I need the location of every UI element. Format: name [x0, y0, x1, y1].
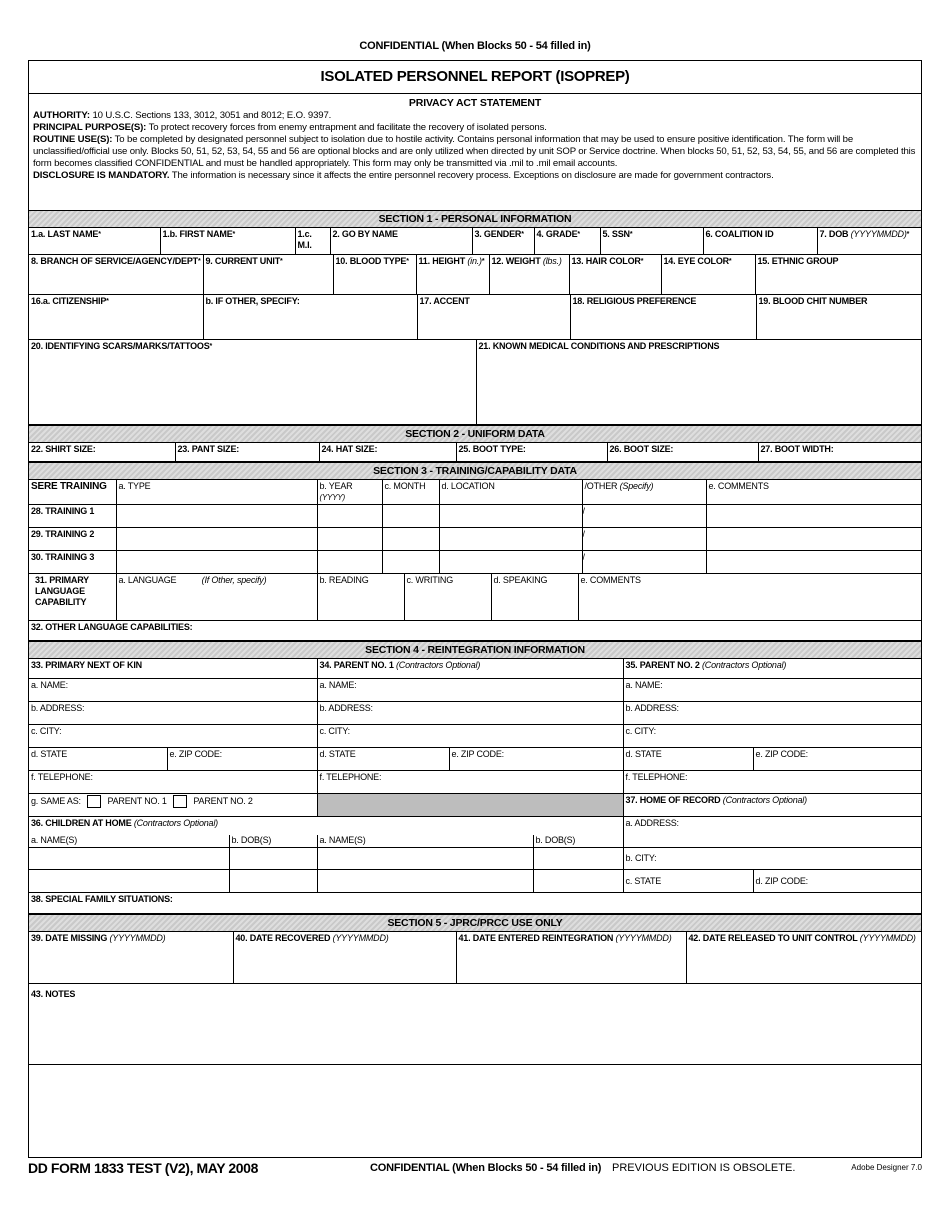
- routine-use: [33, 134, 917, 170]
- language-comments-field[interactable]: e. COMMENTS: [578, 574, 921, 621]
- child-dobs-header: b. DOB(S): [229, 835, 317, 848]
- parent-1-telephone-field[interactable]: f. TELEPHONE:: [317, 771, 623, 794]
- nok-city-field[interactable]: c. CITY:: [29, 725, 317, 748]
- weight-field[interactable]: 12. WEIGHT (lbs.): [489, 255, 569, 295]
- nok-telephone-field[interactable]: f. TELEPHONE:: [29, 771, 317, 794]
- training-2-other[interactable]: /: [582, 527, 706, 550]
- parent-1-zip-field[interactable]: e. ZIP CODE:: [449, 748, 623, 771]
- training-2-label: 29. TRAINING 2: [29, 527, 116, 550]
- same-as-label: g. SAME AS:: [31, 795, 81, 806]
- blood-type-field[interactable]: 10. BLOOD TYPE*: [333, 255, 416, 295]
- boot-size-field[interactable]: 26. BOOT SIZE:: [607, 443, 758, 461]
- section-1-row-1: [29, 228, 921, 255]
- scars-marks-tattoos-field[interactable]: 20. IDENTIFYING SCARS/MARKS/TATTOOS*: [29, 340, 476, 425]
- coalition-id-field[interactable]: 6. COALITION ID: [703, 228, 817, 254]
- reading-field[interactable]: b. READING: [317, 574, 404, 621]
- citizenship-other-field[interactable]: b. IF OTHER, SPECIFY:: [203, 295, 417, 339]
- notes-row: [29, 984, 921, 1065]
- writing-field[interactable]: c. WRITING: [404, 574, 491, 621]
- parent-1-name-field[interactable]: a. NAME:: [317, 679, 623, 702]
- current-unit-field[interactable]: 9. CURRENT UNIT*: [203, 255, 333, 295]
- branch-of-service-field[interactable]: 8. BRANCH OF SERVICE/AGENCY/DEPT*: [29, 255, 203, 295]
- section-3-heading: SECTION 3 - TRAINING/CAPABILITY DATA: [29, 462, 921, 480]
- sere-training-label: SERE TRAINING: [29, 480, 116, 505]
- routine-label: ROUTINE USE(S):: [33, 134, 113, 145]
- parent-2-city-field[interactable]: c. CITY:: [623, 725, 921, 748]
- form-footer: [28, 1160, 922, 1180]
- child-name-4[interactable]: [317, 870, 533, 893]
- children-at-home-label: 36. CHILDREN AT HOME (Contractors Optional): [29, 817, 623, 835]
- section-2-heading: SECTION 2 - UNIFORM DATA: [29, 425, 921, 443]
- hr-state-field[interactable]: c. STATE: [623, 870, 753, 893]
- disclosure-text: The information is necessary since it affects the entire personnel recovery process. Exceptions on disclosure are made for government contractors.: [171, 170, 774, 181]
- year-header: b. YEAR (YYYY): [317, 480, 382, 505]
- primary-next-of-kin-label: 33. PRIMARY NEXT OF KIN: [29, 659, 317, 679]
- boot-type-field[interactable]: 25. BOOT TYPE:: [456, 443, 607, 461]
- child-name-3[interactable]: [29, 870, 229, 893]
- medical-conditions-field[interactable]: 21. KNOWN MEDICAL CONDITIONS AND PRESCRIPTIONS: [476, 340, 921, 425]
- form-body: [28, 60, 922, 1158]
- home-of-record-label: 37. HOME OF RECORD (Contractors Optional): [623, 794, 921, 817]
- form-number: DD FORM 1833 TEST (V2), MAY 2008: [28, 1160, 258, 1176]
- ethnic-group-field[interactable]: 15. ETHNIC GROUP: [755, 255, 921, 295]
- nok-zip-field[interactable]: e. ZIP CODE:: [167, 748, 317, 771]
- table-row: [29, 504, 921, 527]
- last-name-field[interactable]: 1.a. LAST NAME*: [29, 228, 160, 254]
- training-3-other[interactable]: /: [582, 550, 706, 573]
- parent-1-label: 34. PARENT NO. 1 (Contractors Optional): [317, 659, 623, 679]
- other-header: /OTHER (Specify): [582, 480, 706, 505]
- language-field[interactable]: a. LANGUAGE (If Other, specify): [116, 574, 317, 621]
- parent-1-checkbox[interactable]: [87, 795, 101, 808]
- hr-city-field[interactable]: b. CITY:: [623, 848, 921, 870]
- date-recovered-field[interactable]: 40. DATE RECOVERED (YYYYMMDD): [233, 932, 456, 984]
- training-1-label: 28. TRAINING 1: [29, 504, 116, 527]
- next-of-kin-table: [29, 659, 921, 818]
- primary-language-label: 31. PRIMARY LANGUAGE CAPABILITY: [29, 574, 116, 621]
- type-header: a. TYPE: [116, 480, 317, 505]
- training-3-comments[interactable]: [706, 550, 921, 573]
- child-name-1[interactable]: [29, 848, 229, 870]
- training-2-year[interactable]: [317, 527, 382, 550]
- designer-credit: Adobe Designer 7.0: [851, 1163, 922, 1172]
- training-1-month[interactable]: [382, 504, 439, 527]
- child-name-2[interactable]: [317, 848, 533, 870]
- parent-2-telephone-field[interactable]: f. TELEPHONE:: [623, 771, 921, 794]
- parent-2-name-field[interactable]: a. NAME:: [623, 679, 921, 702]
- parent-2-checkbox[interactable]: [173, 795, 187, 808]
- height-field[interactable]: 11. HEIGHT (in.)*: [416, 255, 489, 295]
- other-language-field[interactable]: 32. OTHER LANGUAGE CAPABILITIES:: [29, 621, 921, 640]
- section-5-heading: SECTION 5 - JPRC/PRCC USE ONLY: [29, 914, 921, 932]
- parent-1-checkbox-label: PARENT NO. 1: [107, 795, 167, 806]
- special-family-row: [29, 893, 921, 914]
- section-1-heading: SECTION 1 - PERSONAL INFORMATION: [29, 211, 921, 228]
- authority-label: AUTHORITY:: [33, 110, 90, 121]
- training-1-comments[interactable]: [706, 504, 921, 527]
- training-1-year[interactable]: [317, 504, 382, 527]
- child-dob-4[interactable]: [533, 870, 623, 893]
- child-dobs-header-2: b. DOB(S): [533, 835, 623, 848]
- section-1-row-2: [29, 255, 921, 296]
- authority-text: 10 U.S.C. Sections 133, 3012, 3051 and 8012; E.O. 9397.: [92, 110, 332, 121]
- training-3-location[interactable]: [439, 550, 582, 573]
- date-released-field[interactable]: 42. DATE RELEASED TO UNIT CONTROL (YYYYMMDD): [686, 932, 921, 984]
- language-table: [29, 574, 921, 622]
- speaking-field[interactable]: d. SPEAKING: [491, 574, 578, 621]
- disclosure: [33, 170, 917, 182]
- training-3-year[interactable]: [317, 550, 382, 573]
- parent-2-checkbox-label: PARENT NO. 2: [193, 795, 253, 806]
- section-1-row-4: [29, 340, 921, 426]
- parent-1-state-field[interactable]: d. STATE: [317, 748, 449, 771]
- month-header: c. MONTH: [382, 480, 439, 505]
- training-3-type[interactable]: [116, 550, 317, 573]
- accent-field[interactable]: 17. ACCENT: [417, 295, 570, 339]
- special-family-situations-field[interactable]: 38. SPECIAL FAMILY SITUATIONS:: [29, 893, 921, 913]
- shirt-size-field[interactable]: 22. SHIRT SIZE:: [29, 443, 175, 461]
- dob-field[interactable]: 7. DOB (YYYYMMDD)*: [817, 228, 921, 254]
- table-row: [29, 550, 921, 573]
- hr-zip-field[interactable]: d. ZIP CODE:: [753, 870, 921, 893]
- comments-header: e. COMMENTS: [706, 480, 921, 505]
- boot-width-field[interactable]: 27. BOOT WIDTH:: [758, 443, 921, 461]
- training-1-type[interactable]: [116, 504, 317, 527]
- confidential-header: CONFIDENTIAL (When Blocks 50 - 54 filled in): [359, 40, 591, 52]
- section-5-dates: [29, 932, 921, 985]
- form-title: ISOLATED PERSONNEL REPORT (ISOPREP): [29, 61, 921, 94]
- privacy-heading: PRIVACY ACT STATEMENT: [408, 97, 542, 109]
- citizenship-field[interactable]: 16.a. CITIZENSHIP*: [29, 295, 203, 339]
- training-2-comments[interactable]: [706, 527, 921, 550]
- training-2-location[interactable]: [439, 527, 582, 550]
- grade-field[interactable]: 4. GRADE*: [534, 228, 600, 254]
- child-dob-1[interactable]: [229, 848, 317, 870]
- routine-text: To be completed by designated personnel subject to isolation due to hostile activity. Contains personal information that may be used to ensure positive identification. The form will be unclassified/official use only. Blocks 50, 51, 52, 53, 54, 55 and 56 are optional blocks and are only utilized when directed by unit SOP or Service doctrine. When blocks 50, 51, 52, 53, 54, 55, and 56 are completed this form becomes classified CONFIDENTIAL and must be handled appropriately. This form may only be transmitted via .mil to .mil email accounts.: [33, 134, 916, 169]
- section-2-row: [29, 443, 921, 462]
- parent-2-state-field[interactable]: d. STATE: [623, 748, 753, 771]
- authority: [33, 110, 917, 122]
- middle-initial-field[interactable]: 1.c. M.I.: [295, 228, 330, 254]
- principal-purpose: [33, 122, 917, 134]
- date-missing-field[interactable]: 39. DATE MISSING (YYYYMMDD): [29, 932, 233, 984]
- privacy-act-statement: [29, 94, 921, 211]
- training-1-location[interactable]: [439, 504, 582, 527]
- training-3-month[interactable]: [382, 550, 439, 573]
- parent-2-address-field[interactable]: b. ADDRESS:: [623, 702, 921, 725]
- pant-size-field[interactable]: 23. PANT SIZE:: [175, 443, 319, 461]
- training-2-type[interactable]: [116, 527, 317, 550]
- notes-field[interactable]: 43. NOTES: [29, 984, 921, 1064]
- first-name-field[interactable]: 1.b. FIRST NAME*: [160, 228, 295, 254]
- child-names-header-2: a. NAME(S): [317, 835, 533, 848]
- parent-2-label: 35. PARENT NO. 2 (Contractors Optional): [623, 659, 921, 679]
- shaded-cell: [317, 794, 623, 817]
- parent-1-city-field[interactable]: c. CITY:: [317, 725, 623, 748]
- training-3-label: 30. TRAINING 3: [29, 550, 116, 573]
- ssn-field[interactable]: 5. SSN*: [600, 228, 703, 254]
- obsolete-notice: PREVIOUS EDITION IS OBSOLETE.: [612, 1162, 796, 1174]
- hr-address-field[interactable]: a. ADDRESS:: [623, 817, 921, 848]
- nok-state-field[interactable]: d. STATE: [29, 748, 167, 771]
- child-names-header: a. NAME(S): [29, 835, 229, 848]
- gender-field[interactable]: 3. GENDER*: [472, 228, 534, 254]
- hair-color-field[interactable]: 13. HAIR COLOR*: [569, 255, 661, 295]
- purpose-text: To protect recovery forces from enemy entrapment and facilitate the recovery of isolated persons.: [148, 122, 547, 133]
- child-dob-2[interactable]: [533, 848, 623, 870]
- go-by-name-field[interactable]: 2. GO BY NAME: [330, 228, 472, 254]
- child-dob-3[interactable]: [229, 870, 317, 893]
- training-2-month[interactable]: [382, 527, 439, 550]
- hat-size-field[interactable]: 24. HAT SIZE:: [319, 443, 456, 461]
- training-1-other[interactable]: /: [582, 504, 706, 527]
- location-header: d. LOCATION: [439, 480, 582, 505]
- blood-chit-number-field[interactable]: 19. BLOOD CHIT NUMBER: [756, 295, 921, 339]
- eye-color-field[interactable]: 14. EYE COLOR*: [661, 255, 755, 295]
- date-entered-reintegration-field[interactable]: 41. DATE ENTERED REINTEGRATION (YYYYMMDD): [456, 932, 686, 984]
- section-4-heading: SECTION 4 - REINTEGRATION INFORMATION: [29, 641, 921, 659]
- nok-address-field[interactable]: b. ADDRESS:: [29, 702, 317, 725]
- table-row: [29, 527, 921, 550]
- children-table: [29, 817, 921, 893]
- parent-2-zip-field[interactable]: e. ZIP CODE:: [753, 748, 921, 771]
- other-language-row: [29, 621, 921, 641]
- parent-1-address-field[interactable]: b. ADDRESS:: [317, 702, 623, 725]
- purpose-label: PRINCIPAL PURPOSE(S):: [33, 122, 147, 133]
- nok-name-field[interactable]: a. NAME:: [29, 679, 317, 702]
- disclosure-label: DISCLOSURE IS MANDATORY.: [33, 170, 170, 181]
- same-as-field: [29, 794, 317, 817]
- training-table: [29, 480, 921, 574]
- section-1-row-3: [29, 295, 921, 340]
- confidential-footer: CONFIDENTIAL (When Blocks 50 - 54 filled in): [370, 1162, 602, 1174]
- religious-preference-field[interactable]: 18. RELIGIOUS PREFERENCE: [570, 295, 756, 339]
